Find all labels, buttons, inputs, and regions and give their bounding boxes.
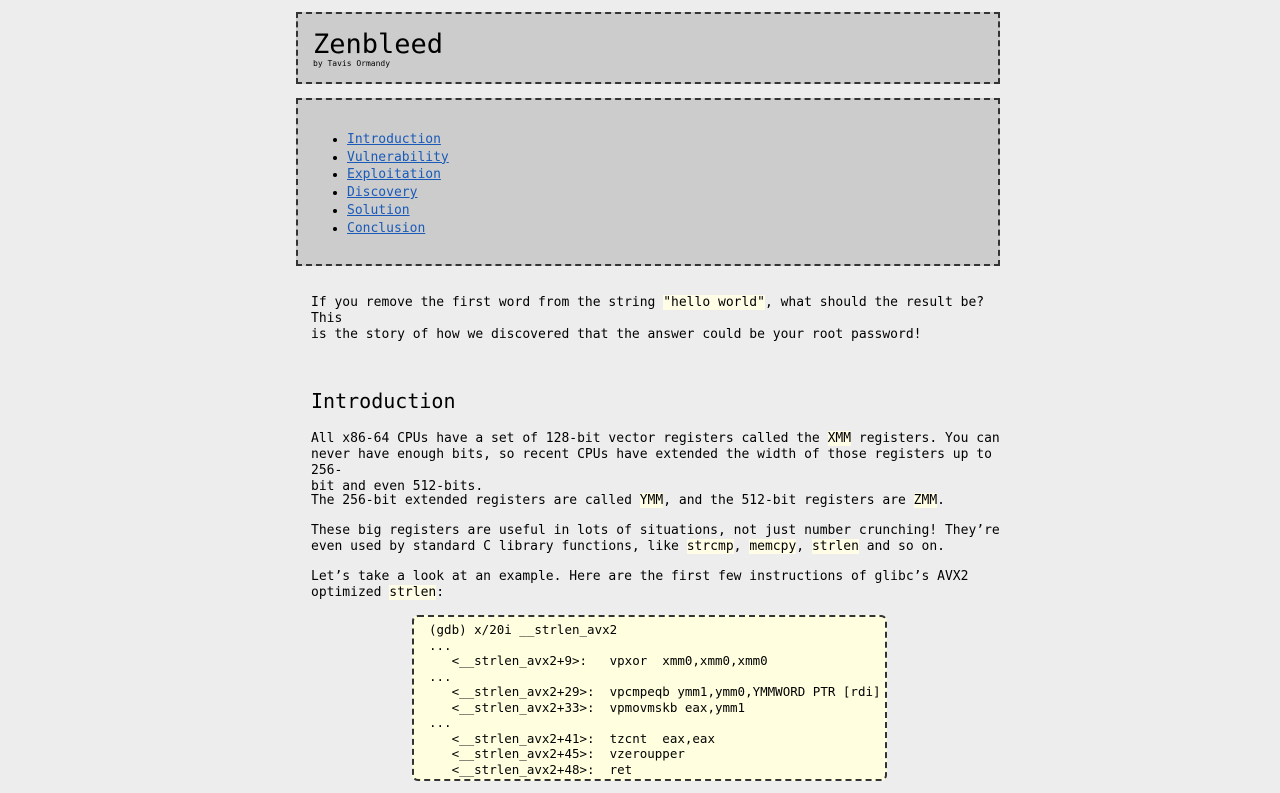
toc-link-discovery[interactable]: Discovery [347,185,418,201]
toc-item-exploitation [347,166,449,184]
p2-text-b: , and the 512-bit registers are [663,493,914,508]
toc-link-exploitation[interactable]: Exploitation [347,167,441,183]
toc-link-solution[interactable]: Solution [347,202,410,218]
intro-text-1: If you remove the first word from the string [311,295,664,310]
toc-item-vulnerability [347,149,449,167]
inline-code-hello-world: "hello world" [663,295,765,310]
p3-text-a: These big registers are useful in lots of situations, not just number crunching! They’re even used by standard C library functions, like [311,523,1000,554]
inline-code-strlen-2: strlen [389,585,437,600]
paragraph-ymm-zmm [311,493,1001,509]
toc-link-introduction[interactable]: Introduction [347,132,441,147]
p3-text-b: , [733,539,750,554]
inline-code-ymm: YMM [639,493,664,508]
p3-text-d: and so on. [858,539,945,554]
toc-link-conclusion[interactable]: Conclusion [347,220,426,236]
header-box [296,12,1000,84]
section-heading-introduction: Introduction [311,389,456,413]
toc-item-introduction [347,131,449,149]
inline-code-strlen: strlen [811,539,859,554]
p1-text-a: All x86-64 CPUs have a set of 128-bit vector registers called the [311,431,828,446]
toc-item-conclusion [347,220,449,238]
paragraph-xmm [311,431,1001,495]
inline-code-strcmp: strcmp [686,539,734,554]
p2-text-c: . [937,493,945,508]
p4-text-a: Let’s take a look at an example. Here are the first few instructions of glibc’s AVX2 optimized [311,569,969,600]
p3-text-c: , [796,539,812,554]
inline-code-memcpy: memcpy [749,539,797,554]
paragraph-example [311,569,1001,601]
page-title: Zenbleed [313,29,444,60]
inline-code-zmm: ZMM [913,493,938,508]
table-of-contents [296,98,1000,266]
author-byline: by Tavis Ormandy [313,59,391,68]
gdb-disassembly: (gdb) x/20i __strlen_avx2 ... <__strlen_avx2+9>: vpxor xmm0,xmm0,xmm0 ... <__strlen_avx2+29>: vpcmpeqb ymm1,ymm0,YMMWORD PTR [rdi] <__strlen_avx2+33>: vpmovmskb eax,ymm1 ... <__strlen_avx2+41>: tzcnt eax,eax <__strlen_avx2+45>: vzeroupper <__strlen_avx2+48>: ret [429,622,881,777]
code-block [412,615,887,781]
toc-item-solution [347,202,449,220]
p2-text-a: The 256-bit extended registers are called [311,493,640,508]
toc-list [347,131,449,237]
p4-text-b: : [436,585,445,600]
toc-link-vulnerability[interactable]: Vulnerability [347,149,449,165]
p1-text-b: registers. You can never have enough bits, so recent CPUs have extended the width of those registers up to 256- bit and even 512-bits. [311,431,1000,494]
paragraph-libc-usage [311,523,1001,555]
toc-item-discovery [347,184,449,202]
intro-paragraph [311,295,1001,343]
intro-text-2: , what should the result be? This is the story of how we discovered that the answer could be your root password! [311,295,985,342]
inline-code-xmm: XMM [827,431,852,446]
